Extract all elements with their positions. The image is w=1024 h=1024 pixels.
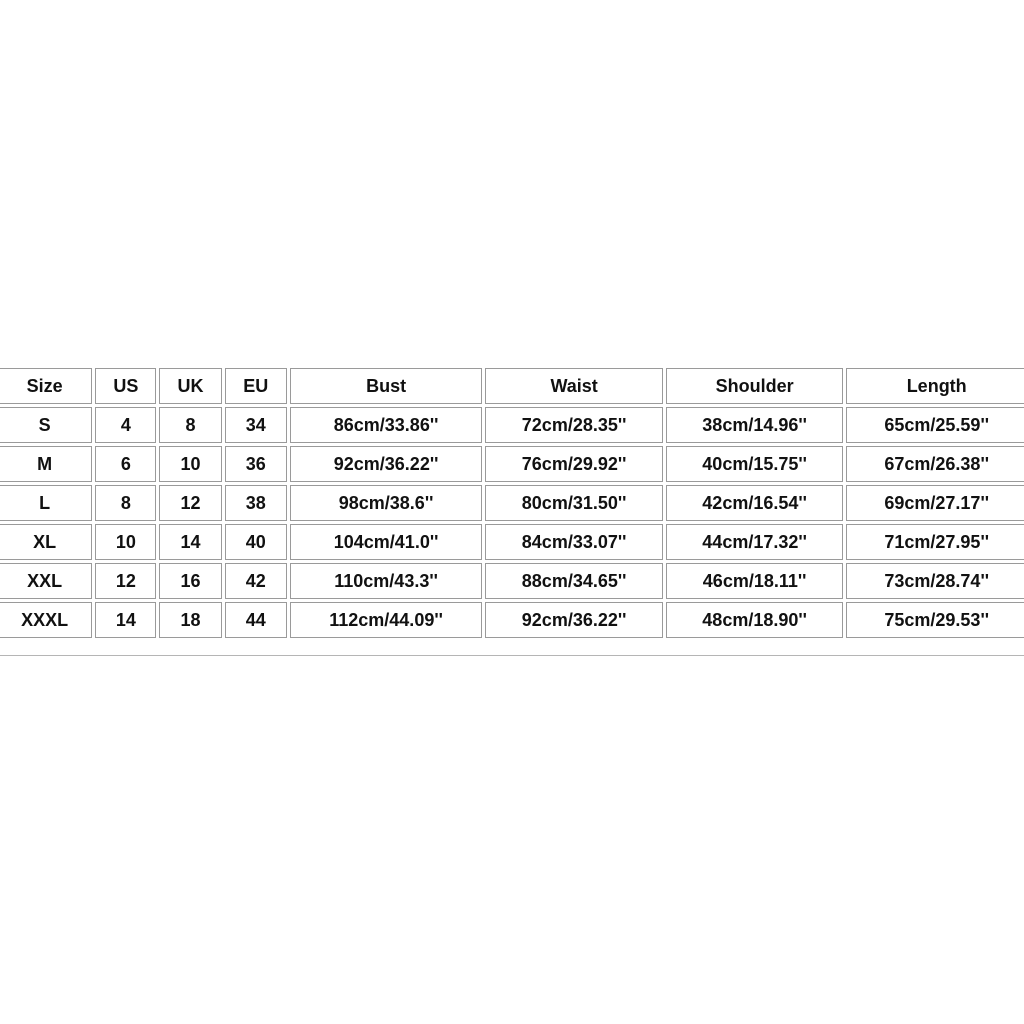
cell-uk: 12: [159, 485, 221, 521]
cell-waist: 88cm/34.65'': [485, 563, 663, 599]
cell-shoulder: 46cm/18.11'': [666, 563, 844, 599]
cell-shoulder: 48cm/18.90'': [666, 602, 844, 638]
cell-bust: 92cm/36.22'': [290, 446, 483, 482]
column-header-uk: UK: [159, 368, 221, 404]
cell-bust: 86cm/33.86'': [290, 407, 483, 443]
size-chart-header: [0, 368, 1024, 404]
cell-bust: 112cm/44.09'': [290, 602, 483, 638]
cell-uk: 16: [159, 563, 221, 599]
cell-us: 14: [95, 602, 156, 638]
cell-bust: 110cm/43.3'': [290, 563, 483, 599]
cell-us: 8: [95, 485, 156, 521]
cell-waist: 92cm/36.22'': [485, 602, 663, 638]
cell-shoulder: 44cm/17.32'': [666, 524, 844, 560]
size-chart-table: [0, 365, 1024, 641]
cell-uk: 14: [159, 524, 221, 560]
cell-shoulder: 42cm/16.54'': [666, 485, 844, 521]
header-row: [0, 368, 1024, 404]
table-row: [0, 524, 1024, 560]
cell-uk: 8: [159, 407, 221, 443]
cell-size: M: [0, 446, 92, 482]
column-header-eu: EU: [225, 368, 287, 404]
cell-us: 10: [95, 524, 156, 560]
column-header-bust: Bust: [290, 368, 483, 404]
cell-eu: 38: [225, 485, 287, 521]
cell-waist: 80cm/31.50'': [485, 485, 663, 521]
table-row: [0, 563, 1024, 599]
cell-length: 71cm/27.95'': [846, 524, 1024, 560]
cell-size: XL: [0, 524, 92, 560]
cell-size: L: [0, 485, 92, 521]
cell-us: 6: [95, 446, 156, 482]
cell-eu: 44: [225, 602, 287, 638]
bottom-divider: [0, 655, 1024, 656]
cell-waist: 76cm/29.92'': [485, 446, 663, 482]
cell-length: 65cm/25.59'': [846, 407, 1024, 443]
cell-uk: 10: [159, 446, 221, 482]
table-row: [0, 446, 1024, 482]
table-row: [0, 407, 1024, 443]
cell-bust: 104cm/41.0'': [290, 524, 483, 560]
cell-eu: 42: [225, 563, 287, 599]
cell-length: 73cm/28.74'': [846, 563, 1024, 599]
column-header-shoulder: Shoulder: [666, 368, 844, 404]
cell-us: 4: [95, 407, 156, 443]
cell-bust: 98cm/38.6'': [290, 485, 483, 521]
table-row: [0, 602, 1024, 638]
cell-waist: 84cm/33.07'': [485, 524, 663, 560]
cell-eu: 34: [225, 407, 287, 443]
column-header-waist: Waist: [485, 368, 663, 404]
cell-waist: 72cm/28.35'': [485, 407, 663, 443]
cell-eu: 36: [225, 446, 287, 482]
cell-length: 75cm/29.53'': [846, 602, 1024, 638]
cell-length: 69cm/27.17'': [846, 485, 1024, 521]
size-chart-body: [0, 407, 1024, 638]
cell-us: 12: [95, 563, 156, 599]
cell-shoulder: 40cm/15.75'': [666, 446, 844, 482]
table-row: [0, 485, 1024, 521]
cell-size: S: [0, 407, 92, 443]
cell-uk: 18: [159, 602, 221, 638]
cell-size: XXXL: [0, 602, 92, 638]
cell-eu: 40: [225, 524, 287, 560]
column-header-size: Size: [0, 368, 92, 404]
cell-length: 67cm/26.38'': [846, 446, 1024, 482]
cell-size: XXL: [0, 563, 92, 599]
column-header-us: US: [95, 368, 156, 404]
column-header-length: Length: [846, 368, 1024, 404]
cell-shoulder: 38cm/14.96'': [666, 407, 844, 443]
